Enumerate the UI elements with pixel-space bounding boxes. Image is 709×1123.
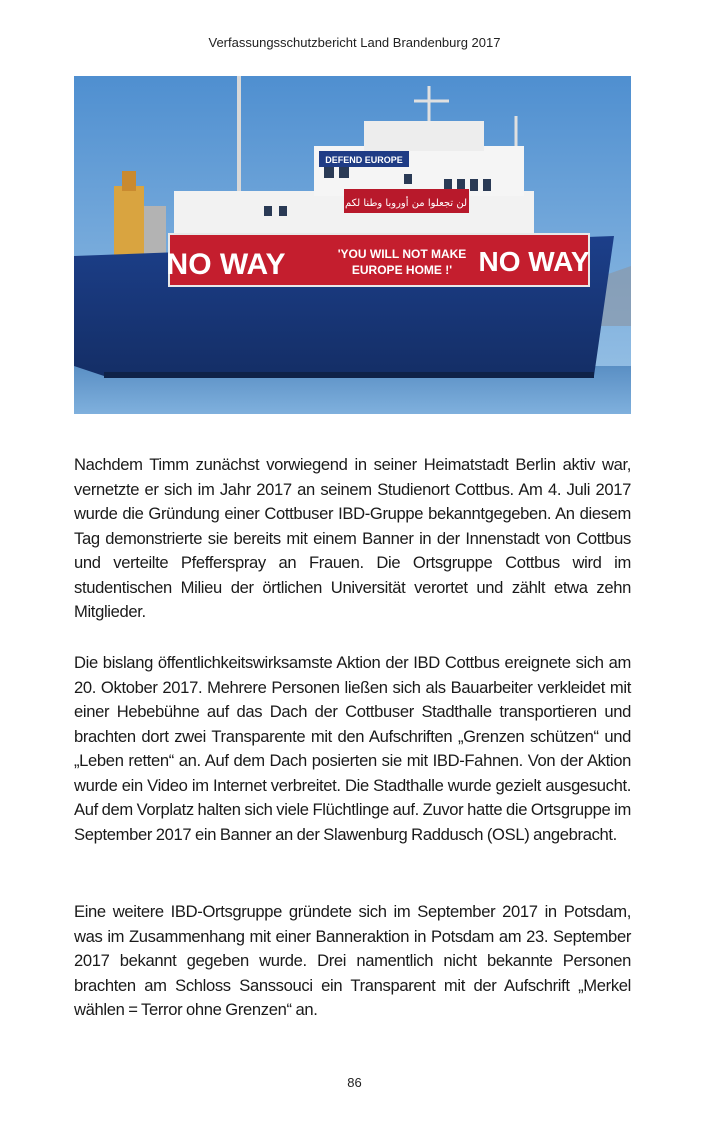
page-header: Verfassungsschutzbericht Land Brandenburg 2017 <box>208 35 501 50</box>
page-number: 86 <box>347 1075 362 1090</box>
top-banner-text: DEFEND EUROPE <box>325 155 403 165</box>
arabic-banner-text: لن تجعلوا من أوروبا وطنا لكم <box>344 198 468 209</box>
banner-center-line1: 'YOU WILL NOT MAKE <box>337 247 467 261</box>
paragraph-1: Nachdem Timm zunächst vorwiegend in seiner Heimatstadt Berlin aktiv war, vernetzte er sich im Jahr 2017 an seinem Studienort Cottbus. Am 4. Juli 2017 wurde die Gründung einer Cottbuser IBD-Gruppe bekanntgegeben. An diesem Tag demonstrierte sie bereits mit einem Banner in der Innenstadt von Cottbus und verteilte Pfefferspray an Frauen. Die Ortsgruppe Cottbus wird im studentischen Milieu der örtlichen Universität verortet und zählt etwa zehn Mitglieder. <box>74 455 631 621</box>
ship-photo <box>74 76 631 414</box>
banner-center-line2: EUROPE HOME !' <box>351 263 453 277</box>
banner-left-text: NO WAY <box>166 248 286 281</box>
paragraph-2: Die bislang öffentlichkeitswirksamste Aktion der IBD Cottbus ereignete sich am 20. Oktober 2017. Mehrere Personen ließen sich als Bauarbeiter verkleidet mit einer Hebebühne auf das Dach der Cottbuser Stadthalle transportieren und brachten dort zwei Transparente mit den Aufschriften „Grenzen schützen“ und „Leben retten“ an. Auf dem Dach posierten sie mit IBD-Fahnen. Von der Aktion wurde ein Video im Internet verbreitet. Die Stadthalle wurde gezielt ausgesucht. Auf dem Vorplatz halten sich viele Flüchtlinge auf. Zuvor hatte die Ortsgruppe im September 2017 ein Banner an der Slawenburg Raddusch (OSL) angebracht. <box>74 653 631 844</box>
banner-right-text: NO WAY <box>478 246 590 277</box>
paragraph-3: Eine weitere IBD-Ortsgruppe gründete sich im September 2017 in Potsdam, was im Zusammenhang mit einer Banneraktion in Potsdam am 23. September 2017 bekannt gegeben wurde. Drei namentlich nicht bekannte Personen brachten am Schloss Sanssouci ein Transparent mit der Aufschrift „Merkel wählen = Terror ohne Grenzen“ an. <box>74 902 631 1019</box>
